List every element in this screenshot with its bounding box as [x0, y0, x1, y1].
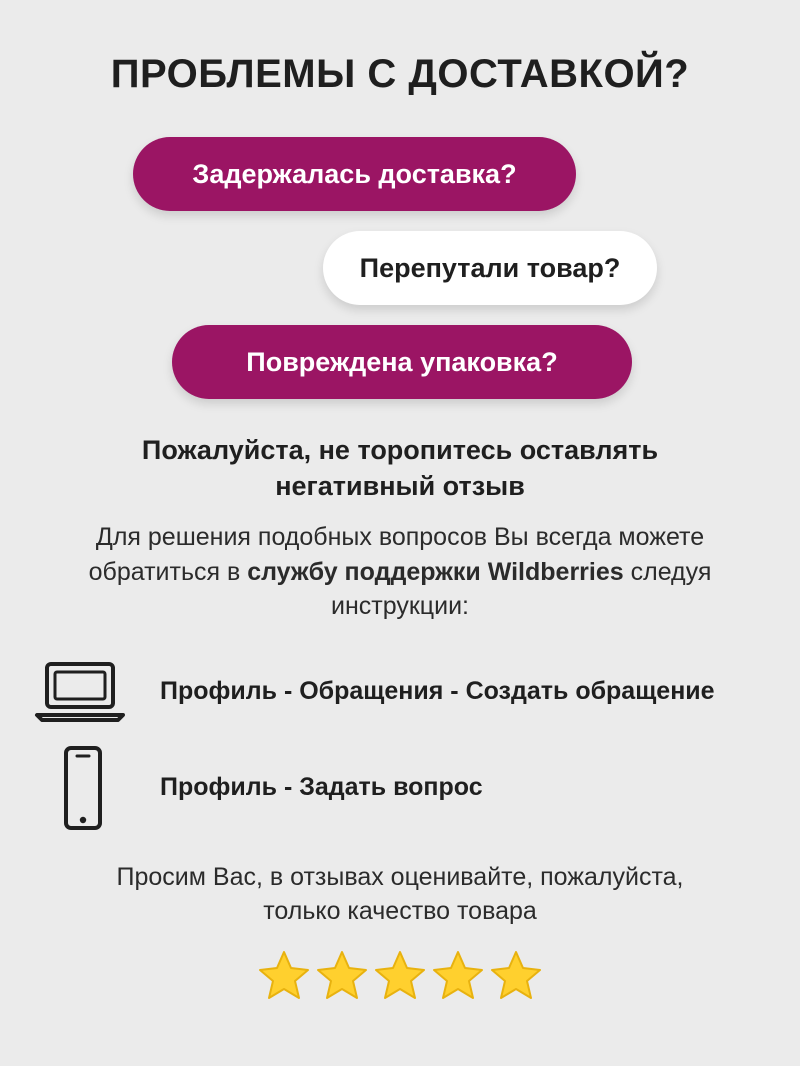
star-icon	[374, 950, 426, 1000]
question-pill-list	[0, 137, 800, 399]
steps-list	[0, 644, 800, 836]
star-icon	[490, 950, 542, 1000]
footer-line-2: только качество товара	[263, 896, 537, 925]
star-icon	[258, 950, 310, 1000]
step-desktop-action: Создать обращение	[465, 677, 715, 706]
plea-line-1: Пожалуйста, не торопитесь оставлять	[141, 435, 659, 465]
question-pill-wrong-item	[323, 231, 657, 305]
question-pill-label: Перепутали товар?	[359, 252, 621, 283]
instructions-part-1: Для решения подобных вопросов Вы всегда можете обратиться в	[88, 523, 705, 586]
star-icon	[432, 950, 484, 1000]
step-desktop-label	[160, 677, 755, 706]
rating-stars	[0, 950, 800, 1000]
footer-note	[70, 860, 730, 928]
question-pill-damaged-package	[172, 325, 632, 399]
step-mobile	[0, 740, 800, 836]
laptop-icon	[0, 660, 160, 724]
footer-line-1: Просим Вас, в отзывах оценивайте, пожалуйста,	[116, 862, 684, 891]
question-pill-label: Задержалась доставка?	[192, 158, 517, 189]
step-desktop	[0, 644, 800, 740]
question-pill-delivery-delayed	[133, 137, 576, 211]
step-mobile-label	[160, 773, 523, 802]
step-mobile-path: Профиль - Задать вопрос	[160, 773, 483, 802]
star-icon	[316, 950, 368, 1000]
plea-text	[44, 433, 756, 504]
instructions-support-emphasis: службу поддержки Wildberries	[247, 557, 624, 586]
step-desktop-path: Профиль - Обращения -	[160, 677, 466, 706]
page-title: ПРОБЛЕМЫ С ДОСТАВКОЙ?	[110, 52, 690, 96]
phone-icon	[0, 745, 160, 831]
question-pill-label: Повреждена упаковка?	[246, 346, 558, 377]
plea-line-2: негативный отзыв	[275, 470, 525, 501]
instructions-text	[46, 520, 754, 624]
instructions-part-2: следуя инструкции:	[331, 557, 712, 621]
